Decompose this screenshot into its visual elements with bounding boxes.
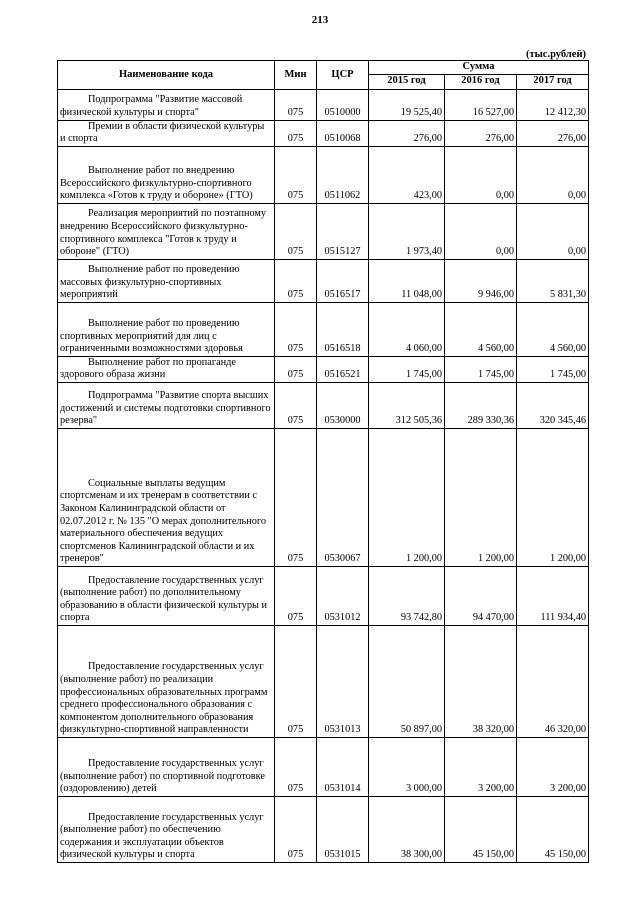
row-csr: 0531014	[317, 737, 369, 796]
row-value-2015: 1 200,00	[369, 428, 445, 566]
row-csr: 0530000	[317, 382, 369, 428]
row-value-2015: 11 048,00	[369, 259, 445, 302]
row-name	[58, 203, 275, 259]
row-name	[58, 737, 275, 796]
row-value-2017: 0,00	[517, 203, 589, 259]
row-value-2017: 0,00	[517, 146, 589, 203]
table-row	[58, 146, 589, 203]
row-min: 075	[275, 146, 317, 203]
table-row	[58, 625, 589, 737]
row-value-2017: 3 200,00	[517, 737, 589, 796]
header-min: Мин	[275, 61, 317, 90]
header-name: Наименование кода	[58, 61, 275, 90]
row-value-2016: 1 200,00	[445, 428, 517, 566]
row-name	[58, 428, 275, 566]
row-csr: 0510000	[317, 89, 369, 120]
table-row	[58, 382, 589, 428]
row-name-text: Реализация мероприятий по поэтапному внедрению Всероссийского физкультурно-спортивного комплекса "Готов к труду и обороне" (ГТО)	[60, 208, 267, 258]
table-row	[58, 259, 589, 302]
row-min: 075	[275, 625, 317, 737]
table-row	[58, 566, 589, 625]
row-name	[58, 796, 275, 862]
row-name-text: Выполнение работ по внедрению Всероссийского физкультурно-спортивного комплекса «Готов к труду и обороне» (ГТО)	[60, 165, 253, 202]
row-value-2017: 45 150,00	[517, 796, 589, 862]
table-header	[58, 61, 589, 90]
row-value-2015: 38 300,00	[369, 796, 445, 862]
row-name-text: Предоставление государственных услуг (выполнение работ) по обеспечению содержания и эксплуатации объектов физической культуры и спорта	[60, 811, 264, 861]
row-min: 075	[275, 302, 317, 356]
row-name	[58, 120, 275, 146]
row-value-2015: 312 505,36	[369, 382, 445, 428]
table-row	[58, 796, 589, 862]
row-value-2015: 1 745,00	[369, 356, 445, 382]
row-name	[58, 259, 275, 302]
row-name	[58, 382, 275, 428]
header-year-2015: 2015 год	[369, 74, 445, 89]
row-min: 075	[275, 203, 317, 259]
row-name-text: Предоставление государственных услуг (выполнение работ) по реализации профессиональных образовательных программ среднего профессионального образования с компонентом дополнительного образования физкультурно-спортивной направленности	[60, 661, 268, 736]
table-row	[58, 89, 589, 120]
row-csr: 0531012	[317, 566, 369, 625]
row-name-text: Предоставление государственных услуг (выполнение работ) по дополнительному образованию в области физической культуры и спорта	[60, 574, 267, 624]
header-year-2016: 2016 год	[445, 74, 517, 89]
units-note: (тыс.рублей)	[525, 49, 586, 60]
row-csr: 0530067	[317, 428, 369, 566]
row-csr: 0516517	[317, 259, 369, 302]
row-name	[58, 356, 275, 382]
row-csr: 0531013	[317, 625, 369, 737]
row-name-text: Предоставление государственных услуг (выполнение работ) по спортивной подготовке (оздоровлению) детей	[60, 758, 265, 795]
row-value-2016: 4 560,00	[445, 302, 517, 356]
budget-table	[57, 60, 589, 863]
row-value-2017: 276,00	[517, 120, 589, 146]
row-csr: 0511062	[317, 146, 369, 203]
row-min: 075	[275, 737, 317, 796]
row-min: 075	[275, 120, 317, 146]
row-value-2016: 16 527,00	[445, 89, 517, 120]
row-value-2016: 94 470,00	[445, 566, 517, 625]
table-body	[58, 89, 589, 862]
row-csr: 0531015	[317, 796, 369, 862]
row-value-2015: 276,00	[369, 120, 445, 146]
row-name-text: Подпрограмма "Развитие спорта высших достижений и системы подготовки спортивного резерва"	[60, 390, 271, 427]
row-min: 075	[275, 89, 317, 120]
table-row	[58, 302, 589, 356]
row-value-2017: 5 831,30	[517, 259, 589, 302]
row-value-2016: 289 330,36	[445, 382, 517, 428]
row-name	[58, 302, 275, 356]
row-value-2015: 19 525,40	[369, 89, 445, 120]
header-csr: ЦСР	[317, 61, 369, 90]
row-value-2016: 0,00	[445, 203, 517, 259]
row-min: 075	[275, 382, 317, 428]
row-name	[58, 566, 275, 625]
row-value-2015: 93 742,80	[369, 566, 445, 625]
table-row	[58, 120, 589, 146]
row-value-2015: 1 973,40	[369, 203, 445, 259]
row-value-2017: 111 934,40	[517, 566, 589, 625]
row-name	[58, 146, 275, 203]
table-row	[58, 737, 589, 796]
header-sum: Сумма	[369, 61, 589, 75]
row-value-2017: 1 200,00	[517, 428, 589, 566]
row-value-2016: 45 150,00	[445, 796, 517, 862]
row-value-2015: 3 000,00	[369, 737, 445, 796]
row-min: 075	[275, 259, 317, 302]
row-value-2016: 9 946,00	[445, 259, 517, 302]
page-number: 213	[311, 14, 329, 26]
row-name-text: Подпрограмма "Развитие массовой физической культуры и спорта"	[60, 94, 243, 118]
row-value-2017: 12 412,30	[517, 89, 589, 120]
row-name-text: Социальные выплаты ведущим спортсменам и их тренерам в соответствии с Законом Калининградской области от 02.07.2012 г. № 135 "О мерах дополнительного материального обеспечения ведущих спортсменов Калининградской области и их тренеров"	[60, 477, 267, 565]
row-name-text: Премии в области физической культуры и спорта	[60, 120, 265, 145]
header-year-2017: 2017 год	[517, 74, 589, 89]
row-min: 075	[275, 428, 317, 566]
row-value-2015: 50 897,00	[369, 625, 445, 737]
row-name-text: Выполнение работ по проведению массовых физкультурно-спортивных мероприятий	[60, 264, 240, 301]
row-value-2017: 320 345,46	[517, 382, 589, 428]
row-csr: 0515127	[317, 203, 369, 259]
row-min: 075	[275, 796, 317, 862]
row-name	[58, 89, 275, 120]
row-value-2015: 423,00	[369, 146, 445, 203]
row-value-2016: 276,00	[445, 120, 517, 146]
row-value-2017: 1 745,00	[517, 356, 589, 382]
row-min: 075	[275, 566, 317, 625]
row-csr: 0516518	[317, 302, 369, 356]
table-row	[58, 203, 589, 259]
table-row	[58, 356, 589, 382]
row-value-2015: 4 060,00	[369, 302, 445, 356]
row-csr: 0510068	[317, 120, 369, 146]
row-name-text: Выполнение работ по проведению спортивных мероприятий для лиц с ограниченными возможностями здоровья	[60, 318, 243, 355]
row-name-text: Выполнение работ по пропаганде здорового образа жизни	[60, 356, 236, 381]
row-csr: 0516521	[317, 356, 369, 382]
row-value-2016: 0,00	[445, 146, 517, 203]
table-row	[58, 428, 589, 566]
row-value-2017: 46 320,00	[517, 625, 589, 737]
row-value-2016: 3 200,00	[445, 737, 517, 796]
row-value-2016: 1 745,00	[445, 356, 517, 382]
row-name	[58, 625, 275, 737]
row-value-2017: 4 560,00	[517, 302, 589, 356]
row-value-2016: 38 320,00	[445, 625, 517, 737]
row-min: 075	[275, 356, 317, 382]
